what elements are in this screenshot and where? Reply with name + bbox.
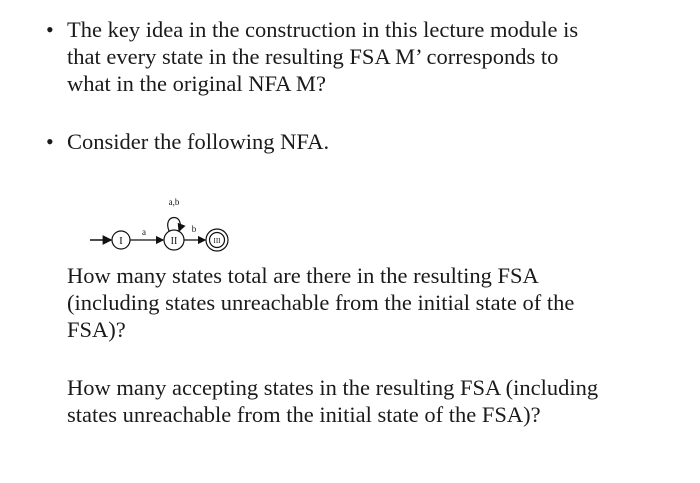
question-text xyxy=(67,262,667,343)
text-line: How many accepting states in the resulting FSA (including xyxy=(67,375,599,400)
text-line: (including states unreachable from the initial state of the xyxy=(67,290,575,315)
state-label: II xyxy=(170,236,178,247)
text-line: states unreachable from the initial state of the FSA)? xyxy=(67,402,541,427)
text-line: FSA)? xyxy=(67,317,126,342)
bullet-text xyxy=(67,128,667,155)
bullet-marker: • xyxy=(46,17,54,42)
transition-label: a xyxy=(142,227,146,237)
nfa-diagram xyxy=(90,190,250,260)
bullet-marker: • xyxy=(46,129,54,154)
bullet-text xyxy=(67,16,667,97)
question-text xyxy=(67,374,667,428)
state-label: III xyxy=(213,237,221,245)
text-line: that every state in the resulting FSA M’ corresponds to xyxy=(67,44,559,69)
text-line: what in the original NFA M? xyxy=(67,71,326,96)
state-label: I xyxy=(119,235,123,247)
state-ii xyxy=(164,230,184,250)
text-line: The key idea in the construction in this lecture module is xyxy=(67,17,579,42)
state-iii-accepting xyxy=(206,229,228,251)
transition-label: a,b xyxy=(168,197,180,207)
text-line: How many states total are there in the resulting FSA xyxy=(67,263,539,288)
self-loop-arrow xyxy=(168,218,181,232)
state-i xyxy=(112,231,130,249)
text-line: Consider the following NFA. xyxy=(67,129,330,154)
transition-label: b xyxy=(191,224,197,234)
